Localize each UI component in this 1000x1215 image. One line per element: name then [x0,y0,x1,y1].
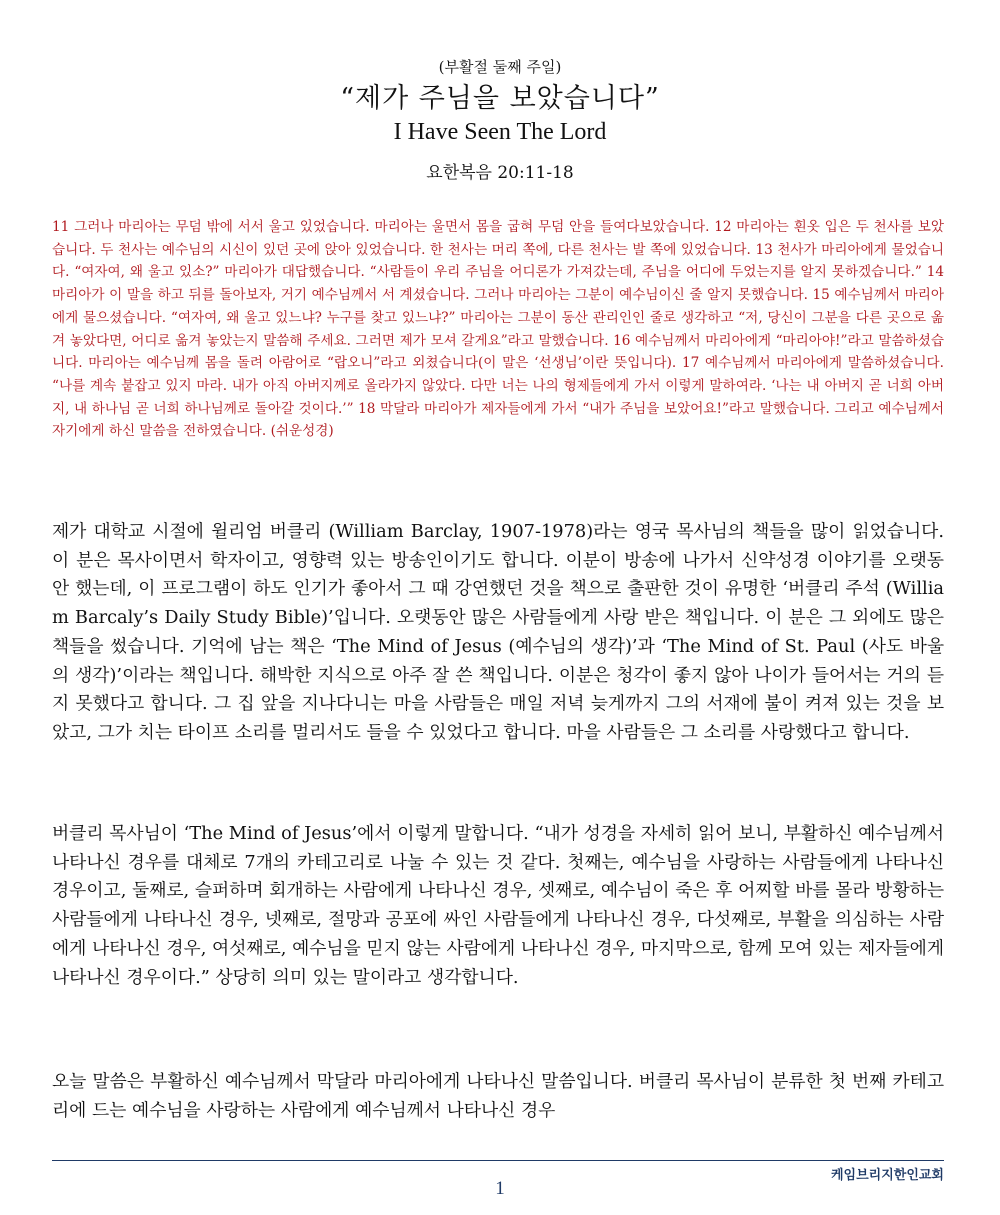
footer-divider [52,1160,944,1161]
church-name: 케임브리지한인교회 [830,1168,944,1183]
page-number: 1 [495,1178,505,1199]
body-paragraph-1: 제가 대학교 시절에 윌리엄 버클리 (William Barclay, 1907-1978)라는 영국 목사님의 책들을 많이 읽었습니다. 이 분은 목사이면서 학자이고, 영향력 있는 방송인이기도 합니다. 이분이 방송에 나가서 신약성경 이야기를 오랫동안 했는데, 이 프로그램이 하도 인기가 좋아서 그 때 강연했던 것을 책으로 출판한 것이 유명한 ‘버클리 주석 (William Barcaly’s Daily Study Bible)’입니다. 오랫동안 많은 사람들에게 사랑 받은 책입니다. 이 분은 그 외에도 많은 책들을 썼습니다. 기억에 남는 책은 ‘The Mind of Jesus (예수님의 생각)’과 ‘The Mind of St. Paul (사도 바울의 생각)’이라는 책입니다. 해박한 지식으로 아주 잘 쓴 책입니다. 이분은 청각이 좋지 않아 나이가 들어서는 거의 듣지 못했다고 합니다. 그 집 앞을 지나다니는 마을 사람들은 매일 저녁 늦게까지 그의 서재에 불이 켜져 있는 것을 보았고, 그가 치는 타이프 소리를 멀리서도 들을 수 있었다고 합니다. 마을 사람들은 그 소리를 사랑했다고 합니다. [52,521,944,743]
body-paragraph-2: 버클리 목사님이 ‘The Mind of Jesus’에서 이렇게 말합니다. “내가 성경을 자세히 읽어 보니, 부활하신 예수님께서 나타나신 경우를 대체로 7개의 카테고리로 나눌 수 있는 것 같다. 첫째는, 예수님을 사랑하는 사람들에게 나타나신 경우이고, 둘째로, 슬퍼하며 회개하는 사람에게 나타나신 경우, 셋째로, 예수님이 죽은 후 어찌할 바를 몰라 방황하는 사람들에게 나타나신 경우, 넷째로, 절망과 공포에 싸인 사람들에게 나타나신 경우, 다섯째로, 부활을 의심하는 사람에게 나타나신 경우, 여섯째로, 예수님을 믿지 않는 사람에게 나타나신 경우, 마지막으로, 함께 모여 있는 제자들에게 나타나신 경우이다.” 상당히 의미 있는 말이라고 생각합니다. [52,823,944,988]
body-paragraph-3: 오늘 말씀은 부활하신 예수님께서 막달라 마리아에게 나타나신 말씀입니다. 버클리 목사님이 분류한 첫 번째 카테고리에 드는 예수님을 사랑하는 사람에게 예수님께서 나타나신 경우 [52,1071,944,1121]
sermon-title: “제가 주님을 보았습니다” [340,83,660,114]
scripture-passage: 11 그러나 마리아는 무덤 밖에 서서 울고 있었습니다. 마리아는 울면서 몸을 굽혀 무덤 안을 들여다보았습니다. 12 마리아는 흰옷 입은 두 천사를 보았습니다. 두 천사는 예수님의 시신이 있던 곳에 앉아 있었습니다. 한 천사는 머리 쪽에, 다른 천사는 발 쪽에 있었습니다. 13 천사가 마리아에게 물었습니다. “여자여, 왜 울고 있소?” 마리아가 대답했습니다. “사람들이 우리 주님을 어디론가 가져갔는데, 주님을 어디에 두었는지를 알지 못하겠습니다.” 14 마리아가 이 말을 하고 뒤를 돌아보자, 거기 예수님께서 서 계셨습니다. 그러나 마리아는 그분이 예수님이신 줄 알지 못했습니다. 15 예수님께서 마리아에게 물으셨습니다. “여자여, 왜 울고 있느냐? 누구를 찾고 있느냐?” 마리아는 그분이 동산 관리인인 줄로 생각하고 “저, 당신이 그분을 다른 곳으로 옮겨 놓았다면, 어디로 옮겨 놓았는지 말씀해 주세요. 그러면 제가 모셔 갈게요”라고 말했습니다. 16 예수님께서 마리아에게 “마리아야!”라고 말씀하셨습니다. 마리아는 예수님께 몸을 돌려 아람어로 “랍오니”라고 외쳤습니다(이 말은 ‘선생님’이란 뜻입니다). 17 예수님께서 마리아에게 말씀하셨습니다. “나를 계속 붙잡고 있지 마라. 내가 아직 아버지께로 올라가지 않았다. 다만 너는 나의 형제들에게 가서 이렇게 말하여라. ‘나는 내 아버지 곧 너희 아버지, 내 하나님 곧 너희 하나님께로 돌아갈 것이다.’” 18 막달라 마리아가 제자들에게 가서 “내가 주님을 보았어요!”라고 말했습니다. 그리고 예수님께서 자기에게 하신 말씀을 전하였습니다. (쉬운성경) [52,219,944,440]
occasion-label: (부활절 둘째 주일) [438,58,562,76]
page-header [0,56,1000,186]
sermon-subtitle: I Have Seen The Lord [393,119,607,145]
scripture-reference: 요한복음 20:11-18 [426,163,574,183]
